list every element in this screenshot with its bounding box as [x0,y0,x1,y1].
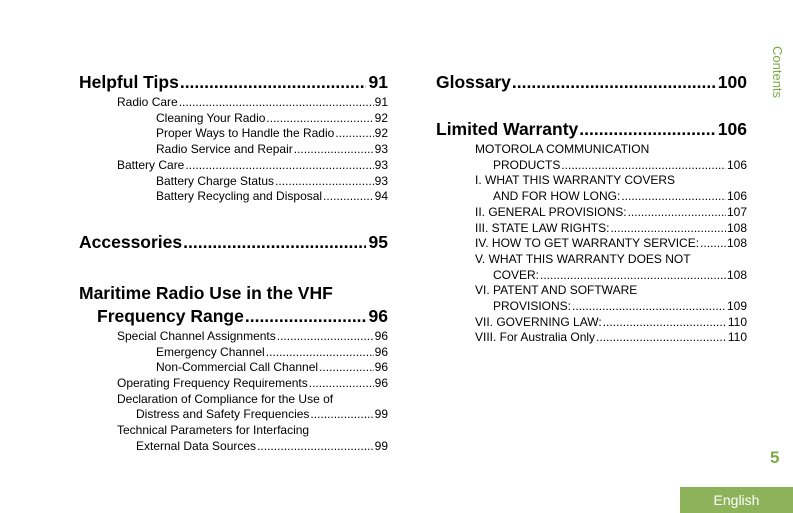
toc-entry[interactable]: AND FOR HOW LONG: ..... 106 [436,189,747,205]
toc-heading-accessories[interactable]: Accessories ..... 95 [79,232,388,252]
toc-entry[interactable]: Radio Care ..... 91 [79,95,388,111]
toc-entry[interactable]: III. STATE LAW RIGHTS: ..... 108 [436,221,747,237]
toc-heading-maritime[interactable]: Maritime Radio Use in the VHF [79,282,333,303]
toc-entry[interactable]: PROVISIONS: ..... 109 [436,299,747,315]
toc-entry[interactable]: Emergency Channel ..... 96 [79,345,388,361]
toc-entry-line[interactable]: VI. PATENT AND SOFTWARE [475,283,638,298]
toc-entry[interactable]: Operating Frequency Requirements ..... 96 [79,376,388,392]
toc-entry[interactable]: Battery Recycling and Disposal ..... 94 [79,189,388,205]
toc-entry[interactable]: Cleaning Your Radio ..... 92 [79,111,388,127]
toc-entry[interactable]: Non-Commercial Call Channel ..... 96 [79,360,388,376]
toc-entry[interactable]: Proper Ways to Handle the Radio ..... 92 [79,126,388,142]
toc-heading-helpful-tips[interactable]: Helpful Tips ..... 91 [79,72,388,92]
toc-entry-line[interactable]: MOTOROLA COMMUNICATION [475,142,650,156]
toc-entry[interactable]: COVER: ..... 108 [436,268,747,284]
toc-entry[interactable]: IV. HOW TO GET WARRANTY SERVICE: ..... 108 [436,236,747,252]
toc-entry[interactable]: VIII. For Australia Only ..... 110 [436,330,747,346]
toc-heading-maritime-cont[interactable]: Frequency Range ..... 96 [79,306,388,326]
toc-entry[interactable]: PRODUCTS ..... 106 [436,158,747,174]
toc-entry[interactable]: Distress and Safety Frequencies ..... 99 [79,407,388,423]
toc-entry[interactable]: II. GENERAL PROVISIONS: ..... 107 [436,205,747,221]
contents-side-tab-label: Contents [770,46,785,99]
toc-entry[interactable]: Battery Charge Status ..... 93 [79,174,388,190]
toc-right-column [436,72,747,346]
contents-side-tab[interactable] [767,46,787,106]
toc-entry-line[interactable]: V. WHAT THIS WARRANTY DOES NOT [475,251,691,266]
toc-left-column [79,72,388,455]
maritime-list [79,329,388,455]
toc-entry[interactable]: Special Channel Assignments ..... 96 [79,329,388,345]
toc-entry-line[interactable]: I. WHAT THIS WARRANTY COVERS [475,173,676,188]
warranty-list [436,142,747,346]
toc-entry[interactable]: External Data Sources ..... 99 [79,439,388,455]
language-bar: English [680,487,793,513]
toc-heading-limited-warranty[interactable]: Limited Warranty ..... 106 [436,119,747,139]
toc-entry[interactable]: Battery Care ..... 93 [79,158,388,174]
toc-entry[interactable]: Radio Service and Repair ..... 93 [79,142,388,158]
page-number: 5 [770,448,780,467]
helpful-tips-list [79,95,388,205]
toc-heading-glossary[interactable]: Glossary ..... 100 [436,72,747,92]
toc-entry-line[interactable]: Declaration of Compliance for the Use of [117,391,334,406]
toc-entry[interactable]: VII. GOVERNING LAW: ..... 110 [436,315,747,331]
toc-entry-line[interactable]: Technical Parameters for Interfacing [117,423,310,438]
